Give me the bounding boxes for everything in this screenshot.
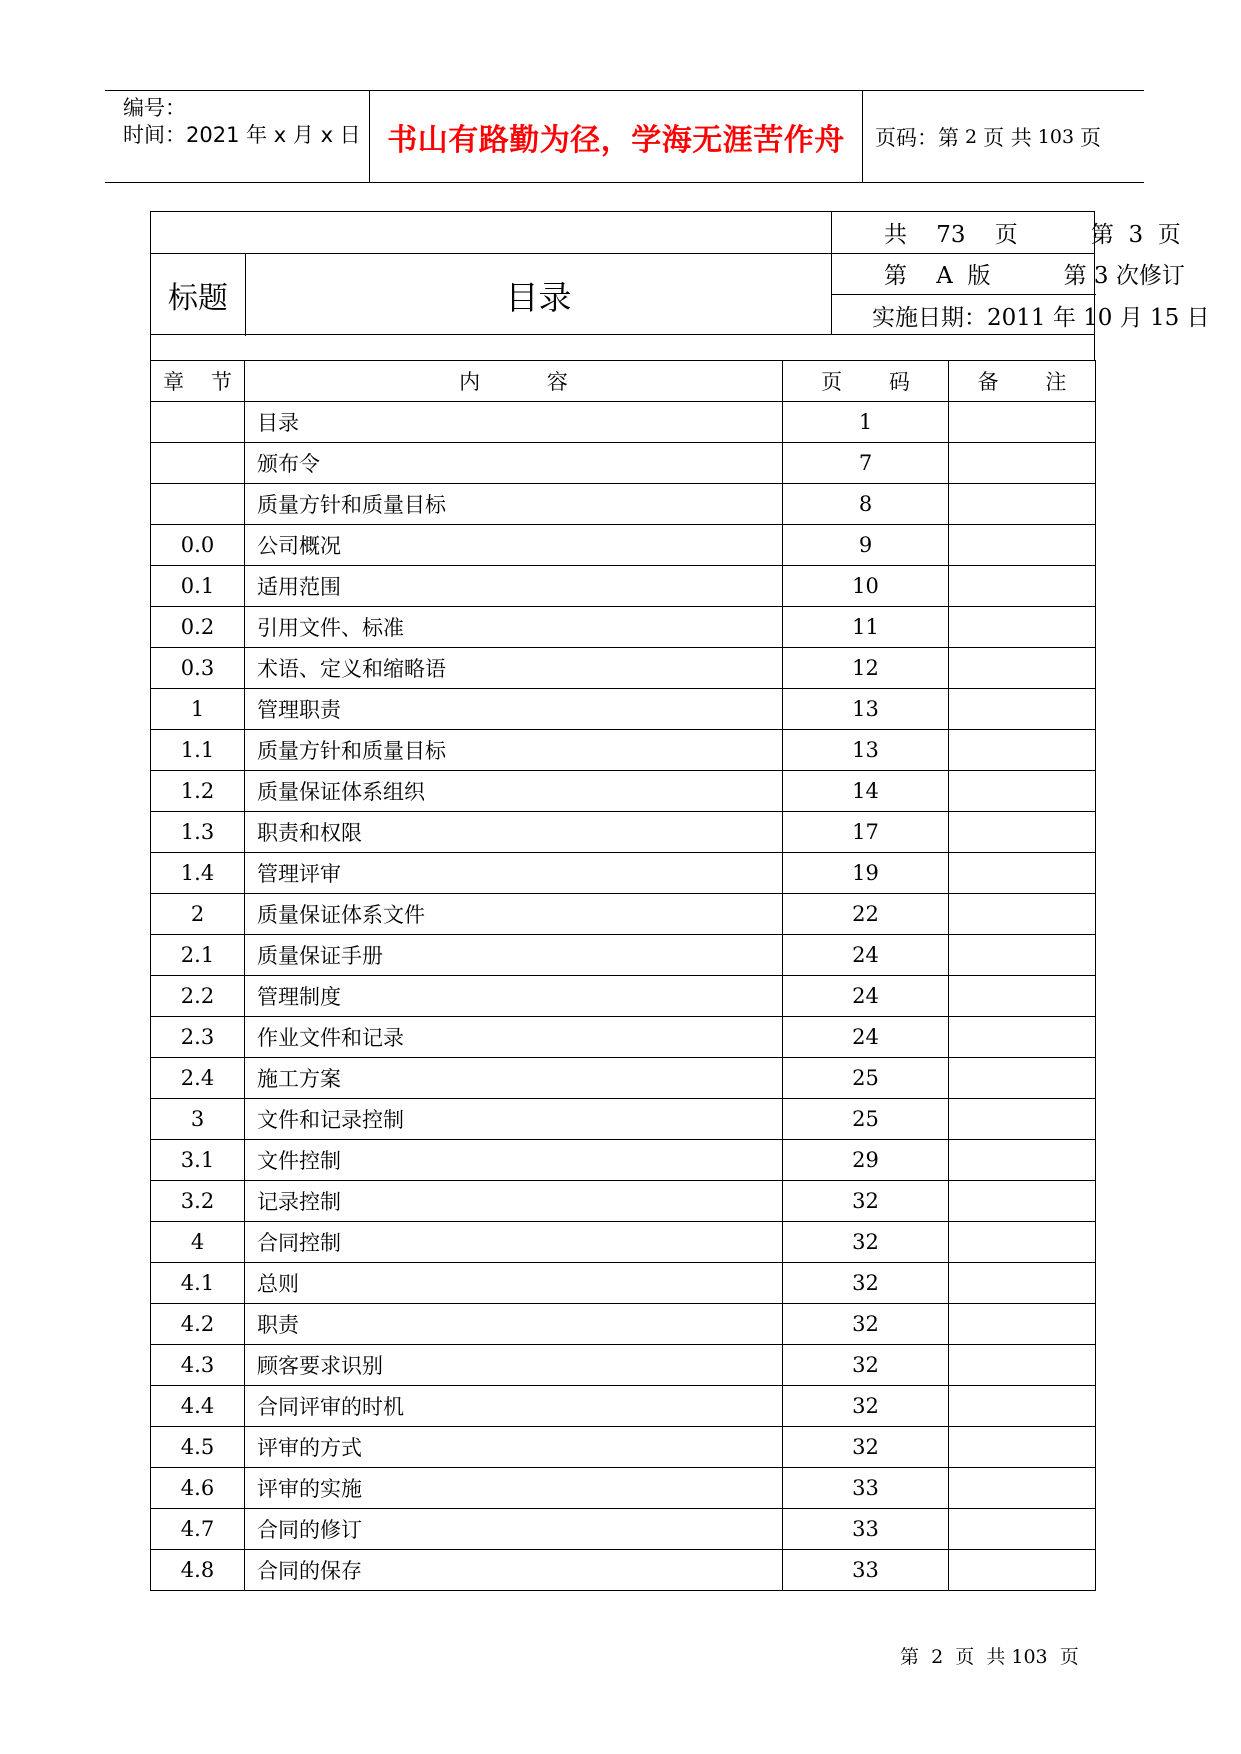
toc-page-number: 32 [783, 1345, 949, 1386]
toc-section-number: 1.4 [151, 853, 245, 894]
toc-row [151, 1345, 1096, 1386]
toc-remark [949, 853, 1096, 894]
toc-row [151, 1304, 1096, 1345]
toc-remark [949, 1058, 1096, 1099]
doc-info-block [150, 211, 1210, 335]
toc-entry-title: 施工方案 [245, 1058, 783, 1099]
toc-section-number: 0.2 [151, 607, 245, 648]
toc-entry-title: 文件控制 [245, 1140, 783, 1181]
col-header-content: 内 容 [245, 361, 783, 402]
header-page-suffix: 页 [1080, 125, 1102, 150]
toc-page-number: 29 [783, 1140, 949, 1181]
toc-section-number: 1.3 [151, 812, 245, 853]
toc-section-number [151, 443, 245, 484]
toc-page-number: 7 [783, 443, 949, 484]
toc-section-number: 0.1 [151, 566, 245, 607]
toc-remark [949, 402, 1096, 443]
toc-section-number: 0.0 [151, 525, 245, 566]
header-page-current: 2 [965, 125, 978, 148]
toc-entry-title: 职责和权限 [245, 812, 783, 853]
toc-page-number: 19 [783, 853, 949, 894]
header-slogan: 书山有路勤为径，学海无涯苦作舟 [387, 122, 845, 158]
toc-remark [949, 730, 1096, 771]
toc-section-number: 0.3 [151, 648, 245, 689]
toc-remark [949, 689, 1096, 730]
toc-entry-title: 适用范围 [245, 566, 783, 607]
toc-remark [949, 525, 1096, 566]
toc-entry-title: 质量方针和质量目标 [245, 484, 783, 525]
toc-entry-title: 合同控制 [245, 1222, 783, 1263]
toc-row [151, 1099, 1096, 1140]
toc-remark [949, 894, 1096, 935]
header-meta [115, 91, 365, 182]
toc-section-number: 4.6 [151, 1468, 245, 1509]
toc-row [151, 1427, 1096, 1468]
toc-section-number: 1 [151, 689, 245, 730]
toc-entry-title: 评审的方式 [245, 1427, 783, 1468]
header-time-label: 时间：2021 年 x 月 x 日 [123, 123, 361, 147]
toc-section-number: 4.7 [151, 1509, 245, 1550]
toc-row [151, 689, 1096, 730]
toc-row [151, 771, 1096, 812]
toc-page-number: 22 [783, 894, 949, 935]
toc-section-number: 2.3 [151, 1017, 245, 1058]
toc-page-number: 1 [783, 402, 949, 443]
toc-page-number: 13 [783, 689, 949, 730]
toc-section-number [151, 484, 245, 525]
toc-section-number: 2.2 [151, 976, 245, 1017]
toc-row [151, 566, 1096, 607]
header-number-label: 编号： [123, 96, 186, 120]
col-header-page: 页 码 [783, 361, 949, 402]
toc-page-number: 33 [783, 1550, 949, 1591]
toc-remark [949, 1017, 1096, 1058]
title-label: 标题 [168, 281, 228, 316]
toc-section-number: 1.2 [151, 771, 245, 812]
header-page-info [863, 91, 1144, 182]
version-info: 第 A 版 第 3 次修订 [884, 263, 1185, 289]
toc-remark [949, 812, 1096, 853]
toc-remark [949, 1222, 1096, 1263]
toc-page-number: 24 [783, 976, 949, 1017]
toc-remark [949, 1345, 1096, 1386]
toc-section-number: 2 [151, 894, 245, 935]
toc-remark [949, 607, 1096, 648]
toc-row [151, 1468, 1096, 1509]
toc-page-number: 24 [783, 935, 949, 976]
toc-entry-title: 术语、定义和缩略语 [245, 648, 783, 689]
toc-remark [949, 1304, 1096, 1345]
toc-section-number: 4.5 [151, 1427, 245, 1468]
toc-row [151, 1263, 1096, 1304]
toc-entry-title: 文件和记录控制 [245, 1099, 783, 1140]
toc-row [151, 484, 1096, 525]
toc-row [151, 1017, 1096, 1058]
toc-section-number: 4 [151, 1222, 245, 1263]
toc-section-number: 4.4 [151, 1386, 245, 1427]
page-footer: 第 2 页 共 103 页 [900, 1646, 1079, 1668]
toc-row [151, 1181, 1096, 1222]
toc-entry-title: 质量方针和质量目标 [245, 730, 783, 771]
toc-header-row [151, 361, 1096, 402]
toc-page-number: 11 [783, 607, 949, 648]
total-pages-info: 共 73 页 第 3 页 [884, 222, 1181, 248]
toc-page-number: 33 [783, 1468, 949, 1509]
toc-entry-title: 引用文件、标准 [245, 607, 783, 648]
toc-remark [949, 443, 1096, 484]
toc-entry-title: 记录控制 [245, 1181, 783, 1222]
toc-page-number: 32 [783, 1304, 949, 1345]
toc-entry-title: 职责 [245, 1304, 783, 1345]
toc-section-number: 4.2 [151, 1304, 245, 1345]
toc-page-number: 24 [783, 1017, 949, 1058]
toc-row [151, 1550, 1096, 1591]
toc-section-number: 1.1 [151, 730, 245, 771]
toc-row [151, 525, 1096, 566]
toc-entry-title: 管理评审 [245, 853, 783, 894]
toc-page-number: 33 [783, 1509, 949, 1550]
toc-entry-title: 颁布令 [245, 443, 783, 484]
toc-remark [949, 1263, 1096, 1304]
toc-section-number: 4.1 [151, 1263, 245, 1304]
toc-page-number: 12 [783, 648, 949, 689]
toc-row [151, 935, 1096, 976]
toc-page-number: 25 [783, 1058, 949, 1099]
toc-entry-title: 顾客要求识别 [245, 1345, 783, 1386]
toc-page-number: 32 [783, 1386, 949, 1427]
toc-entry-title: 作业文件和记录 [245, 1017, 783, 1058]
toc-entry-title: 合同评审的时机 [245, 1386, 783, 1427]
toc-remark [949, 1427, 1096, 1468]
toc-entry-title: 总则 [245, 1263, 783, 1304]
toc-row [151, 402, 1096, 443]
running-header [105, 90, 1144, 183]
toc-remark [949, 648, 1096, 689]
toc-remark [949, 1181, 1096, 1222]
toc-section-number: 3 [151, 1099, 245, 1140]
toc-row [151, 1386, 1096, 1427]
toc-page-number: 25 [783, 1099, 949, 1140]
toc-page-number: 32 [783, 1222, 949, 1263]
toc-row [151, 607, 1096, 648]
toc-remark [949, 976, 1096, 1017]
spacer-row [150, 334, 1095, 361]
toc-remark [949, 1468, 1096, 1509]
toc-row [151, 443, 1096, 484]
toc-entry-title: 管理制度 [245, 976, 783, 1017]
col-header-remark: 备 注 [949, 361, 1096, 402]
toc-page-number: 14 [783, 771, 949, 812]
toc-remark [949, 566, 1096, 607]
toc-page-number: 32 [783, 1181, 949, 1222]
toc-row [151, 853, 1096, 894]
toc-entry-title: 质量保证手册 [245, 935, 783, 976]
toc-remark [949, 1099, 1096, 1140]
toc-section-number: 4.8 [151, 1550, 245, 1591]
toc-table [150, 360, 1096, 1591]
toc-section-number: 2.4 [151, 1058, 245, 1099]
toc-page-number: 17 [783, 812, 949, 853]
toc-row [151, 730, 1096, 771]
header-page-total: 103 [1037, 125, 1075, 148]
toc-row [151, 894, 1096, 935]
toc-row [151, 1140, 1096, 1181]
toc-entry-title: 目录 [245, 402, 783, 443]
toc-section-number: 3.2 [151, 1181, 245, 1222]
toc-entry-title: 评审的实施 [245, 1468, 783, 1509]
toc-remark [949, 935, 1096, 976]
toc-page-number: 32 [783, 1427, 949, 1468]
toc-entry-title: 质量保证体系组织 [245, 771, 783, 812]
toc-row [151, 1222, 1096, 1263]
header-page-mid: 页 共 [983, 125, 1032, 150]
toc-remark [949, 1140, 1096, 1181]
header-page-prefix: 页码：第 [875, 125, 959, 150]
col-header-section: 章 节 [151, 361, 245, 402]
effective-date: 实施日期：2011 年 10 月 15 日 [872, 304, 1210, 331]
toc-section-number: 2.1 [151, 935, 245, 976]
toc-row [151, 1058, 1096, 1099]
toc-page-number: 13 [783, 730, 949, 771]
toc-remark [949, 484, 1096, 525]
toc-entry-title: 合同的保存 [245, 1550, 783, 1591]
toc-entry-title: 公司概况 [245, 525, 783, 566]
toc-remark [949, 1509, 1096, 1550]
toc-row [151, 1509, 1096, 1550]
toc-entry-title: 管理职责 [245, 689, 783, 730]
toc-page-number: 32 [783, 1263, 949, 1304]
toc-row [151, 648, 1096, 689]
toc-remark [949, 1550, 1096, 1591]
toc-section-number: 4.3 [151, 1345, 245, 1386]
toc-row [151, 812, 1096, 853]
toc-remark [949, 771, 1096, 812]
toc-entry-title: 合同的修订 [245, 1509, 783, 1550]
toc-page-number: 9 [783, 525, 949, 566]
toc-page-number: 8 [783, 484, 949, 525]
toc-row [151, 976, 1096, 1017]
toc-section-number: 3.1 [151, 1140, 245, 1181]
toc-section-number [151, 402, 245, 443]
toc-remark [949, 1386, 1096, 1427]
doc-title: 目录 [505, 277, 572, 317]
toc-page-number: 10 [783, 566, 949, 607]
toc-entry-title: 质量保证体系文件 [245, 894, 783, 935]
